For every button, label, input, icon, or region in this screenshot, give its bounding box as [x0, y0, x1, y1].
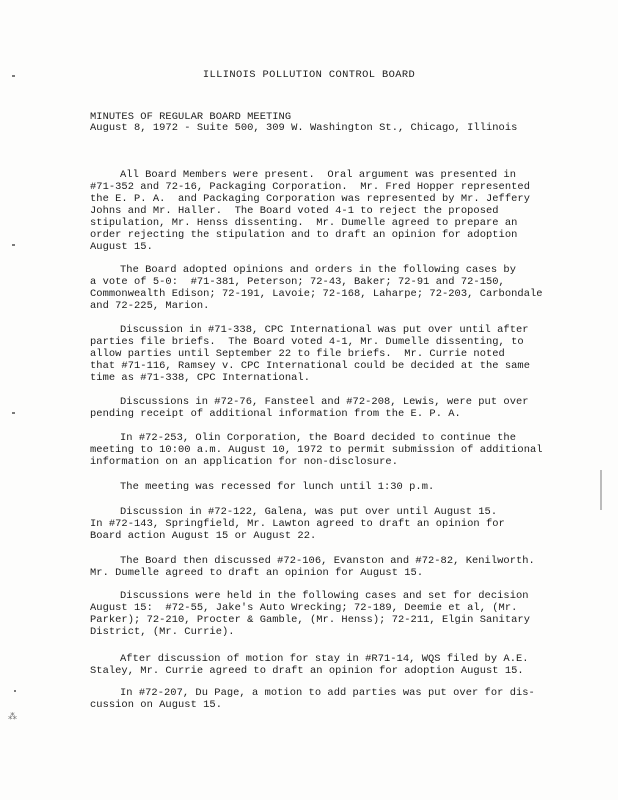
paragraph-line: August 15: #72-55, Jake's Auto Wrecking; 72-189, Deemie et al, (Mr.	[90, 602, 518, 614]
paragraph-line: August 15.	[90, 241, 153, 253]
paragraph-line: parties file briefs. The Board voted 4-1, Mr. Dumelle dissenting, to	[90, 336, 524, 348]
paragraph-line: meeting to 10:00 a.m. August 10, 1972 to permit submission of additional	[90, 444, 543, 456]
scan-speck	[12, 75, 15, 77]
paragraph-first-line: The Board then discussed #72-106, Evanston and #72-82, Kenilworth.	[120, 555, 535, 567]
scan-edge-mark	[600, 470, 602, 510]
paragraph-first-line: The Board adopted opinions and orders in the following cases by	[120, 264, 516, 276]
paragraph-line: pending receipt of additional information from the E. P. A.	[90, 408, 461, 420]
paragraph-first-line: Discussion in #72-122, Galena, was put over until August 15.	[120, 506, 498, 518]
paragraph-line: the E. P. A. and Packaging Corporation was represented by Mr. Jeffery	[90, 193, 530, 205]
paragraph-line: information on an application for non-disclosure.	[90, 456, 398, 468]
paragraph-line: stipulation, Mr. Henss dissenting. Mr. Dumelle agreed to prepare an	[90, 217, 518, 229]
scan-speck	[12, 244, 15, 246]
paragraph-line: Mr. Dumelle agreed to draft an opinion for August 15.	[90, 567, 424, 579]
paragraph-first-line: All Board Members were present. Oral argument was presented in	[120, 169, 516, 181]
paragraph-line: Johns and Mr. Haller. The Board voted 4-1 to reject the proposed	[90, 205, 499, 217]
paragraph-line: and 72-225, Marion.	[90, 300, 210, 312]
paragraph-line: cussion on August 15.	[90, 699, 222, 711]
paragraph-line: that #71-116, Ramsey v. CPC International could be decided at the same	[90, 360, 530, 372]
scan-speck	[14, 690, 16, 692]
paragraph-first-line: In #72-253, Olin Corporation, the Board decided to continue the	[120, 432, 516, 444]
paragraph-first-line: After discussion of motion for stay in #R71-14, WQS filed by A.E.	[120, 653, 529, 665]
paragraph-first-line: The meeting was recessed for lunch until 1:30 p.m.	[120, 481, 435, 493]
paragraph-first-line: In #72-207, Du Page, a motion to add parties was put over for dis-	[120, 687, 535, 699]
paragraph-line: Parker); 72-210, Procter & Gamble, (Mr. Henss); 72-211, Elgin Sanitary	[90, 614, 530, 626]
paragraph-line: allow parties until September 22 to file briefs. Mr. Currie noted	[90, 348, 505, 360]
paragraph-line: Staley, Mr. Currie agreed to draft an opinion for adoption August 15.	[90, 665, 524, 677]
paragraph-line: #71-352 and 72-16, Packaging Corporation. Mr. Fred Hopper represented	[90, 181, 530, 193]
paragraph-line: Commonwealth Edison; 72-191, Lavoie; 72-168, Laharpe; 72-203, Carbondale	[90, 288, 543, 300]
board-title: ILLINOIS POLLUTION CONTROL BOARD	[202, 69, 416, 81]
paragraph-line: order rejecting the stipulation and to draft an opinion for adoption	[90, 229, 518, 241]
paragraph-first-line: Discussions were held in the following cases and set for decision	[120, 590, 529, 602]
scan-speck	[12, 412, 15, 414]
paragraph-line: District, (Mr. Currie).	[90, 626, 235, 638]
paragraph-line: In #72-143, Springfield, Mr. Lawton agreed to draft an opinion for	[90, 518, 505, 530]
paragraph-first-line: Discussion in #71-338, CPC International was put over until after	[120, 324, 529, 336]
document-heading: MINUTES OF REGULAR BOARD MEETING	[90, 111, 292, 123]
margin-scribble: ⁂	[8, 712, 17, 722]
paragraph-line: Board action August 15 or August 22.	[90, 530, 317, 542]
paragraph-first-line: Discussions in #72-76, Fansteel and #72-208, Lewis, were put over	[120, 396, 529, 408]
paragraph-line: time as #71-338, CPC International.	[90, 372, 310, 384]
meeting-date-location: August 8, 1972 - Suite 500, 309 W. Washington St., Chicago, Illinois	[90, 122, 518, 134]
paragraph-line: a vote of 5-0: #71-381, Peterson; 72-43, Baker; 72-91 and 72-150,	[90, 276, 505, 288]
